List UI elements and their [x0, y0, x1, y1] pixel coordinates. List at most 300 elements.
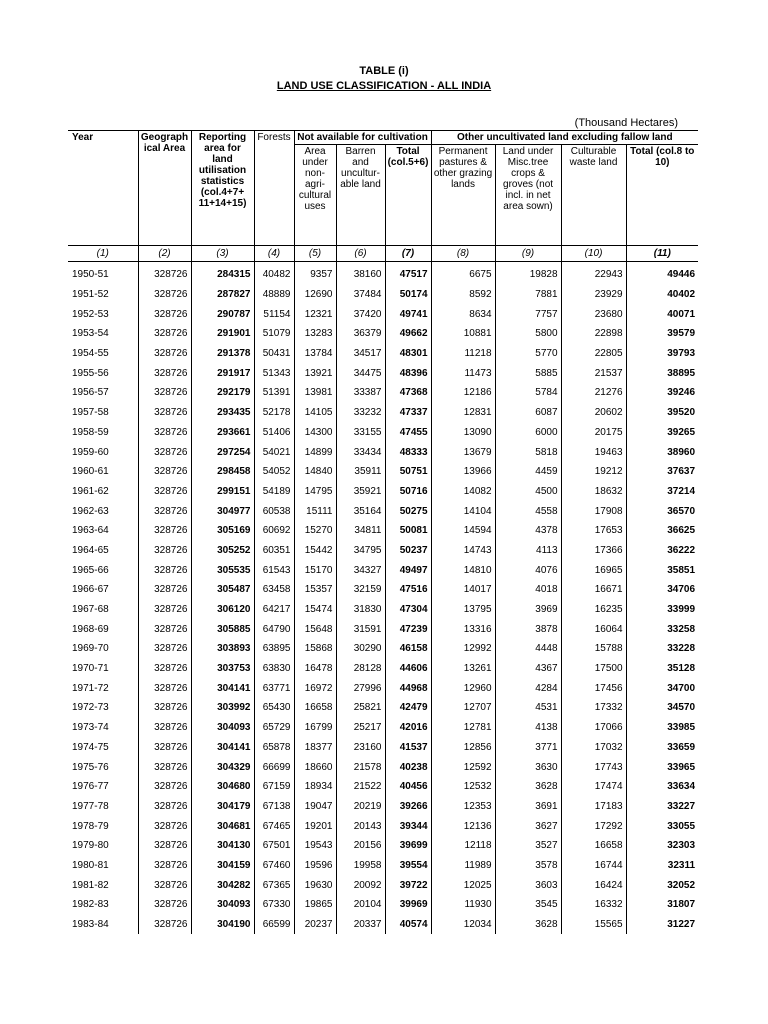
culturable-waste-cell: 17456: [561, 678, 626, 698]
pastures-cell: 12592: [431, 757, 495, 777]
uncultivated-total-cell: 36222: [667, 544, 696, 556]
non-agri-area-cell: 14105: [294, 403, 336, 423]
pastures-cell: 11930: [431, 895, 495, 915]
forests-cell: 64790: [254, 619, 294, 639]
geographical-area-cell: 328726: [138, 698, 191, 718]
culturable-waste-cell: 22805: [561, 344, 626, 364]
reporting-area-cell: 293435: [191, 403, 254, 423]
reporting-area-cell: 293661: [191, 423, 254, 443]
barren-land-cell: 32159: [336, 580, 385, 600]
geographical-area-cell: 328726: [138, 915, 191, 935]
year-cell: 1966-67: [68, 580, 138, 600]
not-available-total-cell: 40238: [385, 757, 431, 777]
forests-cell: 66599: [254, 915, 294, 935]
table-row: [68, 403, 698, 423]
non-agri-area-cell: 9357: [294, 262, 336, 285]
geographical-area-cell: 328726: [138, 836, 191, 856]
geographical-area-cell: 328726: [138, 521, 191, 541]
pastures-cell: 14017: [431, 580, 495, 600]
not-available-total-cell: 47337: [385, 403, 431, 423]
not-available-total-cell: 50275: [385, 501, 431, 521]
table-row: [68, 344, 698, 364]
culturable-waste-cell: 16332: [561, 895, 626, 915]
table-row: [68, 777, 698, 797]
pastures-cell: 14082: [431, 482, 495, 502]
reporting-area-cell: 304141: [191, 678, 254, 698]
non-agri-area-cell: 15648: [294, 619, 336, 639]
forests-cell: 66699: [254, 757, 294, 777]
culturable-waste-cell: 17653: [561, 521, 626, 541]
barren-land-cell: 35911: [336, 462, 385, 482]
misc-tree-cell: 6087: [495, 403, 561, 423]
not-available-total-cell: 49662: [385, 324, 431, 344]
uncultivated-total-cell: 32052: [667, 879, 696, 891]
uncultivated-total-cell: 33258: [667, 623, 696, 635]
misc-tree-cell: 4018: [495, 580, 561, 600]
year-cell: 1976-77: [68, 777, 138, 797]
pastures-cell: 12136: [431, 816, 495, 836]
year-cell: 1979-80: [68, 836, 138, 856]
not-available-total-cell: 48333: [385, 442, 431, 462]
misc-tree-cell: 3628: [495, 915, 561, 935]
year-cell: 1970-71: [68, 659, 138, 679]
non-agri-area-cell: 15474: [294, 600, 336, 620]
table-title: TABLE (i): [359, 65, 409, 77]
non-agri-area-cell: 16478: [294, 659, 336, 679]
reporting-area-cell: 304159: [191, 856, 254, 876]
culturable-waste-cell: 17292: [561, 816, 626, 836]
forests-cell: 64217: [254, 600, 294, 620]
geographical-area-cell: 328726: [138, 383, 191, 403]
non-agri-area-cell: 19047: [294, 797, 336, 817]
geographical-area-cell: 328726: [138, 895, 191, 915]
uncultivated-total-cell: 38960: [667, 446, 696, 458]
geographical-area-cell: 328726: [138, 560, 191, 580]
pastures-cell: 12856: [431, 738, 495, 758]
year-cell: 1951-52: [68, 285, 138, 305]
not-available-total-cell: 48396: [385, 363, 431, 383]
geographical-area-cell: 328726: [138, 757, 191, 777]
barren-land-cell: 31830: [336, 600, 385, 620]
barren-land-cell: 21522: [336, 777, 385, 797]
header-geographical-area: Geograph ical Area: [138, 131, 191, 246]
uncultivated-total-cell: 39520: [667, 407, 696, 419]
year-cell: 1959-60: [68, 442, 138, 462]
geographical-area-cell: 328726: [138, 797, 191, 817]
year-cell: 1982-83: [68, 895, 138, 915]
forests-cell: 63830: [254, 659, 294, 679]
non-agri-area-cell: 15357: [294, 580, 336, 600]
uncultivated-total-cell: 40402: [667, 289, 696, 301]
non-agri-area-cell: 16972: [294, 678, 336, 698]
table-row: [68, 262, 698, 285]
non-agri-area-cell: 12321: [294, 304, 336, 324]
pastures-cell: 10881: [431, 324, 495, 344]
year-cell: 1977-78: [68, 797, 138, 817]
non-agri-area-cell: 20237: [294, 915, 336, 935]
not-available-total-cell: 47304: [385, 600, 431, 620]
culturable-waste-cell: 22898: [561, 324, 626, 344]
pastures-cell: 11218: [431, 344, 495, 364]
header-barren: Barren and uncultur- able land: [336, 145, 385, 246]
misc-tree-cell: 4558: [495, 501, 561, 521]
col-number: (10): [561, 246, 626, 262]
misc-tree-cell: 6000: [495, 423, 561, 443]
geographical-area-cell: 328726: [138, 262, 191, 285]
pastures-cell: 11473: [431, 363, 495, 383]
culturable-waste-cell: 17366: [561, 541, 626, 561]
forests-cell: 51406: [254, 423, 294, 443]
misc-tree-cell: 4459: [495, 462, 561, 482]
not-available-total-cell: 46158: [385, 639, 431, 659]
forests-cell: 51343: [254, 363, 294, 383]
col-number: (1): [68, 246, 138, 262]
uncultivated-total-cell: 40071: [667, 308, 696, 320]
pastures-cell: 12707: [431, 698, 495, 718]
non-agri-area-cell: 15868: [294, 639, 336, 659]
pastures-cell: 12353: [431, 797, 495, 817]
culturable-waste-cell: 23929: [561, 285, 626, 305]
misc-tree-cell: 3545: [495, 895, 561, 915]
not-available-total-cell: 39699: [385, 836, 431, 856]
forests-cell: 65729: [254, 718, 294, 738]
pastures-cell: 12992: [431, 639, 495, 659]
barren-land-cell: 20156: [336, 836, 385, 856]
culturable-waste-cell: 17743: [561, 757, 626, 777]
year-cell: 1963-64: [68, 521, 138, 541]
forests-cell: 63458: [254, 580, 294, 600]
culturable-waste-cell: 17183: [561, 797, 626, 817]
reporting-area-cell: 304680: [191, 777, 254, 797]
uncultivated-total-cell: 34700: [667, 682, 696, 694]
uncultivated-total-cell: 39793: [667, 348, 696, 360]
uncultivated-total-cell: 32311: [667, 859, 696, 871]
not-available-total-cell: 39554: [385, 856, 431, 876]
table-subtitle: LAND USE CLASSIFICATION - ALL INDIA: [276, 80, 492, 92]
uncultivated-total-cell: 33965: [667, 761, 696, 773]
barren-land-cell: 36379: [336, 324, 385, 344]
barren-land-cell: 31591: [336, 619, 385, 639]
culturable-waste-cell: 16658: [561, 836, 626, 856]
geographical-area-cell: 328726: [138, 541, 191, 561]
table-row: [68, 363, 698, 383]
non-agri-area-cell: 19543: [294, 836, 336, 856]
pastures-cell: 13679: [431, 442, 495, 462]
reporting-area-cell: 303992: [191, 698, 254, 718]
barren-land-cell: 37420: [336, 304, 385, 324]
year-cell: 1952-53: [68, 304, 138, 324]
table-row: [68, 580, 698, 600]
forests-cell: 65878: [254, 738, 294, 758]
uncultivated-total-cell: 32303: [667, 840, 696, 852]
geographical-area-cell: 328726: [138, 344, 191, 364]
reporting-area-cell: 292179: [191, 383, 254, 403]
geographical-area-cell: 328726: [138, 403, 191, 423]
forests-cell: 48889: [254, 285, 294, 305]
pastures-cell: 11989: [431, 856, 495, 876]
uncultivated-total-cell: 31227: [667, 919, 696, 931]
not-available-total-cell: 50174: [385, 285, 431, 305]
forests-cell: 50431: [254, 344, 294, 364]
misc-tree-cell: 19828: [495, 262, 561, 285]
pastures-cell: 12831: [431, 403, 495, 423]
forests-cell: 60538: [254, 501, 294, 521]
col-number: (5): [294, 246, 336, 262]
year-cell: 1972-73: [68, 698, 138, 718]
not-available-total-cell: 41537: [385, 738, 431, 758]
misc-tree-cell: 4113: [495, 541, 561, 561]
not-available-total-cell: 47516: [385, 580, 431, 600]
misc-tree-cell: 4448: [495, 639, 561, 659]
table-body: [68, 262, 698, 935]
barren-land-cell: 38160: [336, 262, 385, 285]
table-row: [68, 895, 698, 915]
misc-tree-cell: 7757: [495, 304, 561, 324]
not-available-total-cell: 39344: [385, 816, 431, 836]
not-available-total-cell: 47517: [385, 262, 431, 285]
table-row: [68, 482, 698, 502]
culturable-waste-cell: 20602: [561, 403, 626, 423]
geographical-area-cell: 328726: [138, 816, 191, 836]
reporting-area-cell: 304130: [191, 836, 254, 856]
barren-land-cell: 20337: [336, 915, 385, 935]
misc-tree-cell: 5885: [495, 363, 561, 383]
pastures-cell: 8592: [431, 285, 495, 305]
reporting-area-cell: 303893: [191, 639, 254, 659]
uncultivated-total-cell: 49446: [667, 269, 696, 281]
table-row: [68, 678, 698, 698]
table-row: [68, 836, 698, 856]
units-label: (Thousand Hectares): [574, 117, 678, 129]
barren-land-cell: 25821: [336, 698, 385, 718]
barren-land-cell: 34517: [336, 344, 385, 364]
geographical-area-cell: 328726: [138, 442, 191, 462]
table-row: [68, 718, 698, 738]
year-cell: 1967-68: [68, 600, 138, 620]
year-cell: 1961-62: [68, 482, 138, 502]
header-reporting-area: Reporting area for land utilisation statistics (col.4+7+ 11+14+15): [191, 131, 254, 246]
geographical-area-cell: 328726: [138, 659, 191, 679]
non-agri-area-cell: 14300: [294, 423, 336, 443]
reporting-area-cell: 290787: [191, 304, 254, 324]
non-agri-area-cell: 16799: [294, 718, 336, 738]
table-row: [68, 856, 698, 876]
not-available-total-cell: 42016: [385, 718, 431, 738]
pastures-cell: 14104: [431, 501, 495, 521]
reporting-area-cell: 306120: [191, 600, 254, 620]
non-agri-area-cell: 18934: [294, 777, 336, 797]
year-cell: 1953-54: [68, 324, 138, 344]
non-agri-area-cell: 16658: [294, 698, 336, 718]
reporting-area-cell: 304282: [191, 875, 254, 895]
forests-cell: 67330: [254, 895, 294, 915]
year-cell: 1975-76: [68, 757, 138, 777]
reporting-area-cell: 305535: [191, 560, 254, 580]
year-cell: 1956-57: [68, 383, 138, 403]
geographical-area-cell: 328726: [138, 718, 191, 738]
reporting-area-cell: 287827: [191, 285, 254, 305]
table-row: [68, 285, 698, 305]
geographical-area-cell: 328726: [138, 580, 191, 600]
barren-land-cell: 33155: [336, 423, 385, 443]
culturable-waste-cell: 16965: [561, 560, 626, 580]
culturable-waste-cell: 17474: [561, 777, 626, 797]
pastures-cell: 13966: [431, 462, 495, 482]
forests-cell: 67159: [254, 777, 294, 797]
pastures-cell: 14743: [431, 541, 495, 561]
forests-cell: 40482: [254, 262, 294, 285]
culturable-waste-cell: 21276: [561, 383, 626, 403]
not-available-total-cell: 44968: [385, 678, 431, 698]
reporting-area-cell: 304141: [191, 738, 254, 758]
misc-tree-cell: 3691: [495, 797, 561, 817]
barren-land-cell: 27996: [336, 678, 385, 698]
non-agri-area-cell: 18377: [294, 738, 336, 758]
table-row: [68, 600, 698, 620]
geographical-area-cell: 328726: [138, 856, 191, 876]
table-row: [68, 757, 698, 777]
table-row: [68, 875, 698, 895]
not-available-total-cell: 50081: [385, 521, 431, 541]
year-cell: 1969-70: [68, 639, 138, 659]
reporting-area-cell: 304179: [191, 797, 254, 817]
non-agri-area-cell: 18660: [294, 757, 336, 777]
col-number: (2): [138, 246, 191, 262]
misc-tree-cell: 4378: [495, 521, 561, 541]
uncultivated-total-cell: 36570: [667, 505, 696, 517]
not-available-total-cell: 49497: [385, 560, 431, 580]
year-cell: 1974-75: [68, 738, 138, 758]
reporting-area-cell: 304093: [191, 895, 254, 915]
barren-land-cell: 34795: [336, 541, 385, 561]
barren-land-cell: 21578: [336, 757, 385, 777]
non-agri-area-cell: 13283: [294, 324, 336, 344]
barren-land-cell: 35164: [336, 501, 385, 521]
geographical-area-cell: 328726: [138, 777, 191, 797]
year-cell: 1958-59: [68, 423, 138, 443]
reporting-area-cell: 305169: [191, 521, 254, 541]
header-year: Year: [68, 131, 138, 246]
misc-tree-cell: 5784: [495, 383, 561, 403]
misc-tree-cell: 4531: [495, 698, 561, 718]
col-number: (3): [191, 246, 254, 262]
culturable-waste-cell: 22943: [561, 262, 626, 285]
forests-cell: 51391: [254, 383, 294, 403]
culturable-waste-cell: 17908: [561, 501, 626, 521]
pastures-cell: 13261: [431, 659, 495, 679]
not-available-total-cell: 47455: [385, 423, 431, 443]
geographical-area-cell: 328726: [138, 462, 191, 482]
forests-cell: 54189: [254, 482, 294, 502]
barren-land-cell: 33387: [336, 383, 385, 403]
year-cell: 1955-56: [68, 363, 138, 383]
forests-cell: 67501: [254, 836, 294, 856]
non-agri-area-cell: 15270: [294, 521, 336, 541]
geographical-area-cell: 328726: [138, 639, 191, 659]
header-other-uncultivated: Other uncultivated land excluding fallow land: [431, 131, 698, 145]
non-agri-area-cell: 12690: [294, 285, 336, 305]
year-cell: 1950-51: [68, 262, 138, 285]
pastures-cell: 14594: [431, 521, 495, 541]
uncultivated-total-cell: 37637: [667, 466, 696, 478]
year-cell: 1980-81: [68, 856, 138, 876]
geographical-area-cell: 328726: [138, 875, 191, 895]
culturable-waste-cell: 15788: [561, 639, 626, 659]
reporting-area-cell: 298458: [191, 462, 254, 482]
non-agri-area-cell: 15170: [294, 560, 336, 580]
uncultivated-total-cell: 33055: [667, 820, 696, 832]
non-agri-area-cell: 15442: [294, 541, 336, 561]
non-agri-area-cell: 13921: [294, 363, 336, 383]
pastures-cell: 13795: [431, 600, 495, 620]
uncultivated-total-cell: 37214: [667, 485, 696, 497]
pastures-cell: 12960: [431, 678, 495, 698]
non-agri-area-cell: 14899: [294, 442, 336, 462]
non-agri-area-cell: 14795: [294, 482, 336, 502]
year-cell: 1973-74: [68, 718, 138, 738]
barren-land-cell: 33434: [336, 442, 385, 462]
not-available-total-cell: 39266: [385, 797, 431, 817]
header-not-available: Not available for cultivation: [294, 131, 431, 145]
culturable-waste-cell: 17066: [561, 718, 626, 738]
culturable-waste-cell: 16671: [561, 580, 626, 600]
table-row: [68, 915, 698, 935]
geographical-area-cell: 328726: [138, 600, 191, 620]
non-agri-area-cell: 14840: [294, 462, 336, 482]
barren-land-cell: 37484: [336, 285, 385, 305]
misc-tree-cell: 5770: [495, 344, 561, 364]
year-cell: 1962-63: [68, 501, 138, 521]
culturable-waste-cell: 17032: [561, 738, 626, 758]
header-area-non-agri: Area under non- agri- cultural uses: [294, 145, 336, 246]
culturable-waste-cell: 19463: [561, 442, 626, 462]
header-pastures: Permanent pastures & other grazing lands: [431, 145, 495, 246]
forests-cell: 54052: [254, 462, 294, 482]
non-agri-area-cell: 13784: [294, 344, 336, 364]
header-forests: Forests: [254, 131, 294, 246]
forests-cell: 67465: [254, 816, 294, 836]
barren-land-cell: 30290: [336, 639, 385, 659]
reporting-area-cell: 303753: [191, 659, 254, 679]
col-number: (7): [385, 246, 431, 262]
forests-cell: 51154: [254, 304, 294, 324]
reporting-area-cell: 299151: [191, 482, 254, 502]
not-available-total-cell: 40456: [385, 777, 431, 797]
reporting-area-cell: 297254: [191, 442, 254, 462]
culturable-waste-cell: 16744: [561, 856, 626, 876]
uncultivated-total-cell: 39579: [667, 328, 696, 340]
forests-cell: 67365: [254, 875, 294, 895]
forests-cell: 67138: [254, 797, 294, 817]
col-number: (11): [626, 246, 698, 262]
misc-tree-cell: 7881: [495, 285, 561, 305]
pastures-cell: 14810: [431, 560, 495, 580]
non-agri-area-cell: 19865: [294, 895, 336, 915]
barren-land-cell: 34811: [336, 521, 385, 541]
non-agri-area-cell: 13981: [294, 383, 336, 403]
non-agri-area-cell: 15111: [294, 501, 336, 521]
barren-land-cell: 25217: [336, 718, 385, 738]
forests-cell: 63895: [254, 639, 294, 659]
uncultivated-total-cell: 38895: [667, 367, 696, 379]
pastures-cell: 13316: [431, 619, 495, 639]
not-available-total-cell: 50716: [385, 482, 431, 502]
uncultivated-total-cell: 39265: [667, 426, 696, 438]
misc-tree-cell: 3627: [495, 816, 561, 836]
misc-tree-cell: 4076: [495, 560, 561, 580]
reporting-area-cell: 305252: [191, 541, 254, 561]
barren-land-cell: 34327: [336, 560, 385, 580]
